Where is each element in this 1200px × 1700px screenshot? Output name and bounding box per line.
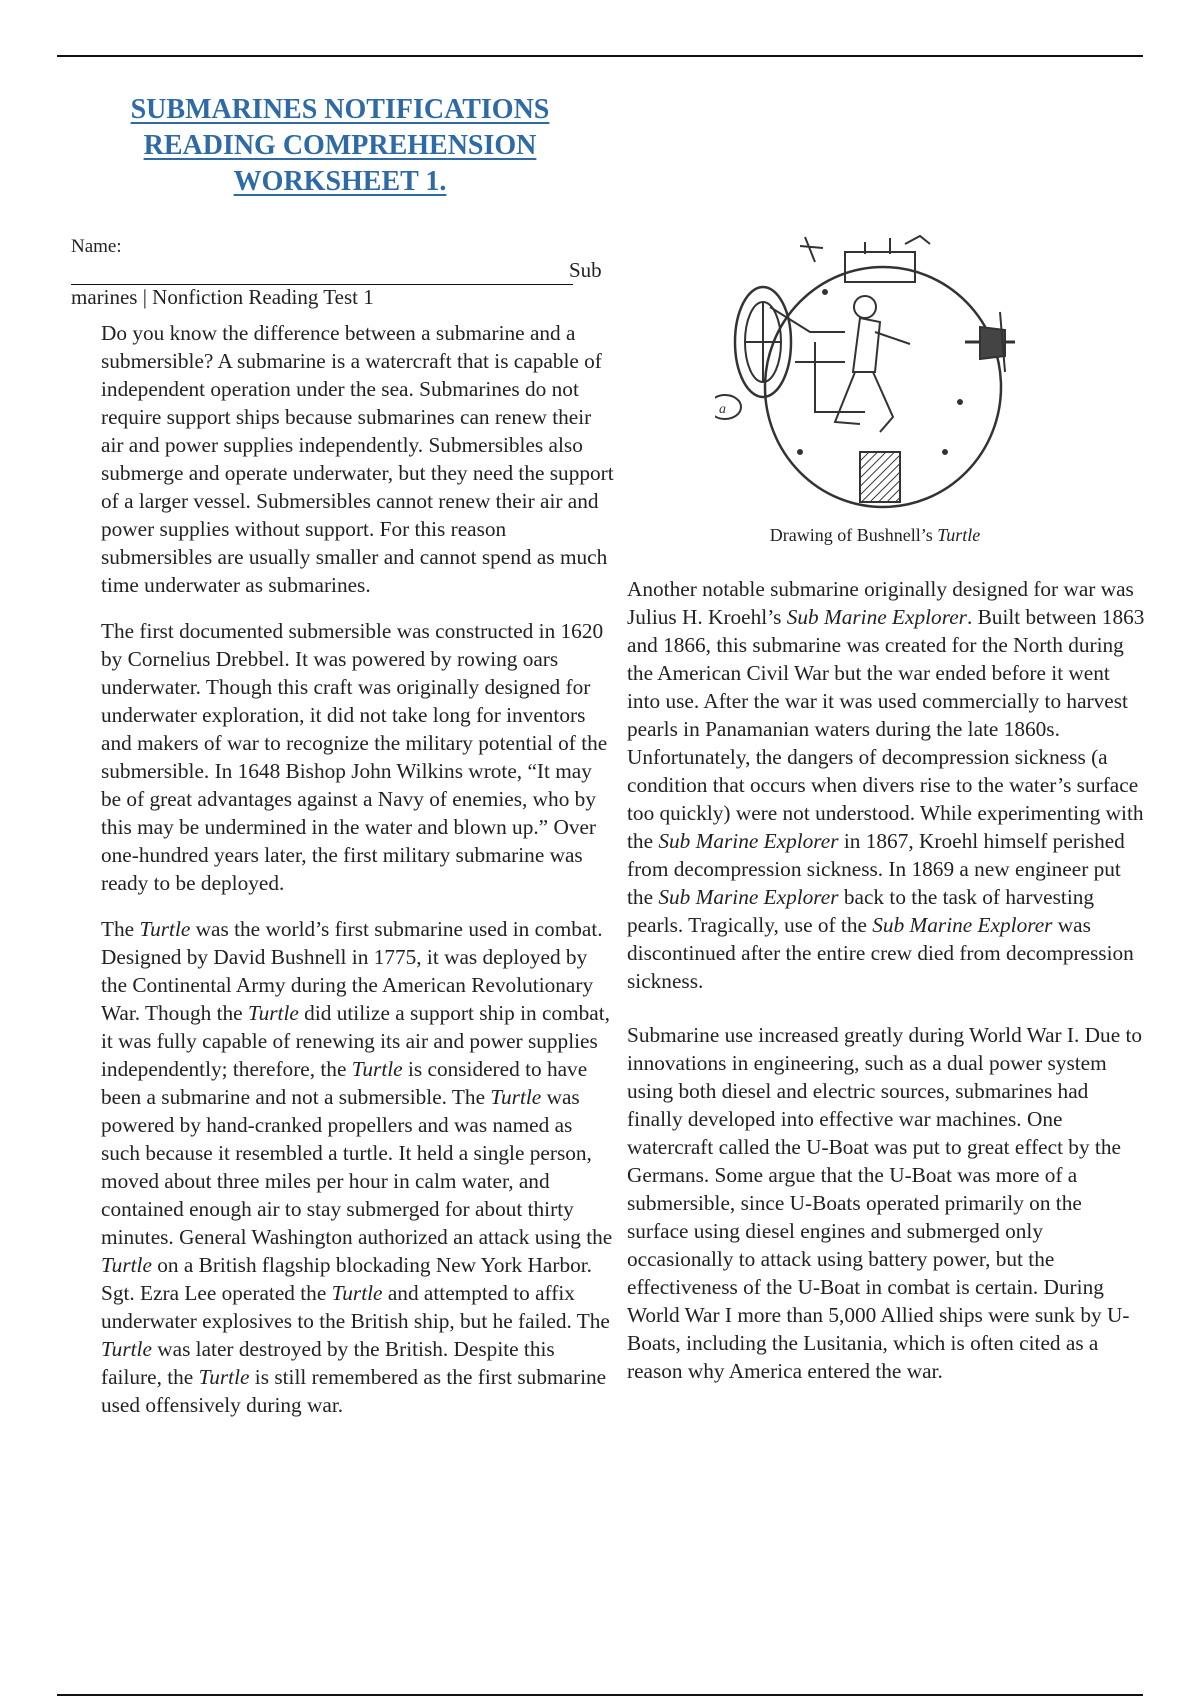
bottom-rule — [57, 1694, 1143, 1696]
name-trailing-text: Sub — [569, 258, 602, 282]
turtle-drawing — [715, 232, 1035, 522]
right-column — [627, 575, 1147, 1385]
paragraph-2: The first documented submersible was constructed in 1620 by Cornelius Drebbel. It was powered by rowing oars underwater. Though this craft was originally designed for underwater exploration, it did not take long for inventors and makers of war to recognize the military potential of the submersible. In 1648 Bishop John Wilkins wrote, “It may be of great advantages against a Navy of enemies, who by this may be undermined in the water and blown up.” Over one-hundred years later, the first military submarine was ready to be deployed. — [101, 619, 608, 895]
title-line-3: WORKSHEET 1. — [233, 166, 447, 197]
test-subtitle: marines | Nonfiction Reading Test 1 — [71, 285, 374, 309]
turtle-submarine-illustration — [715, 232, 1035, 522]
figure-label-a: a — [719, 402, 726, 417]
paragraph-5: Submarine use increased greatly during World War I. Due to innovations in engineering, such as a dual power system using both diesel and electric sources, submarines had finally developed into effective war machines. One watercraft called the U-Boat was put to great effect by the Germans. Some argue that the U-Boat was more of a submersible, since U-Boats operated primarily on the surface using diesel engines and submerged only occasionally to attack using battery power, but the effectiveness of the U-Boat in combat is certain. During World War I more than 5,000 Allied ships were sunk by U-Boats, including the Lusitania, which is often cited as a reason why America entered the war. — [627, 1023, 1143, 1383]
paragraph-1: Do you know the difference between a submarine and a submersible? A submarine is a watercraft that is capable of independent operation under the sea. Submarines do not require support ships because submarines can renew their air and power supplies independently. Submersibles also submerge and operate underwater, but they need the support of a larger vessel. Submersibles cannot renew their air and power supplies without support. For this reason submersibles are usually smaller and cannot spend as much time underwater as submarines. — [101, 321, 614, 597]
figure-caption: Drawing of Bushnell’s Turtle — [769, 525, 981, 545]
name-label: Name: — [71, 236, 122, 257]
worksheet-title — [70, 92, 610, 200]
title-line-2: READING COMPREHENSION — [143, 130, 537, 161]
top-rule — [57, 55, 1143, 57]
title-line-1: SUBMARINES NOTIFICATIONS — [130, 94, 550, 125]
paragraph-3: The Turtle was the world’s first submarine used in combat. Designed by David Bushnell in 1775, it was deployed by the Continental Army during the American Revolutionary War. Though the Turtle did utilize a support ship in combat, it was fully capable of renewing its air and power supplies independently; therefore, the Turtle is considered to have been a submarine and not a submersible. The Turtle was powered by hand-cranked propellers and was named as such because it resembled a turtle. It held a single person, moved about three miles per hour in calm water, and contained enough air to stay submerged for about thirty minutes. General Washington authorized an attack using the Turtle on a British flagship blockading New York Harbor. Sgt. Ezra Lee operated the Turtle and attempted to affix underwater explosives to the British ship, but he failed. The Turtle was later destroyed by the British. Despite this failure, the Turtle is still remembered as the first submarine used offensively during war. — [101, 917, 613, 1417]
paragraph-4: Another notable submarine originally designed for war was Julius H. Kroehl’s Sub Marine Explorer. Built between 1863 and 1866, this submarine was created for the North during the American Civil War but the war ended before it went into use. After the war it was used commercially to harvest pearls in Panamanian waters during the late 1860s. Unfortunately, the dangers of decompression sickness (a condition that occurs when divers rise to the water’s surface too quickly) were not understood. While experimenting with the Sub Marine Explorer in 1867, Kroehl himself perished from decompression sickness. In 1869 a new engineer put the Sub Marine Explorer back to the task of harvesting pearls. Tragically, use of the Sub Marine Explorer was discontinued after the entire crew died from decompression sickness. — [627, 577, 1145, 993]
left-column — [101, 319, 616, 1419]
